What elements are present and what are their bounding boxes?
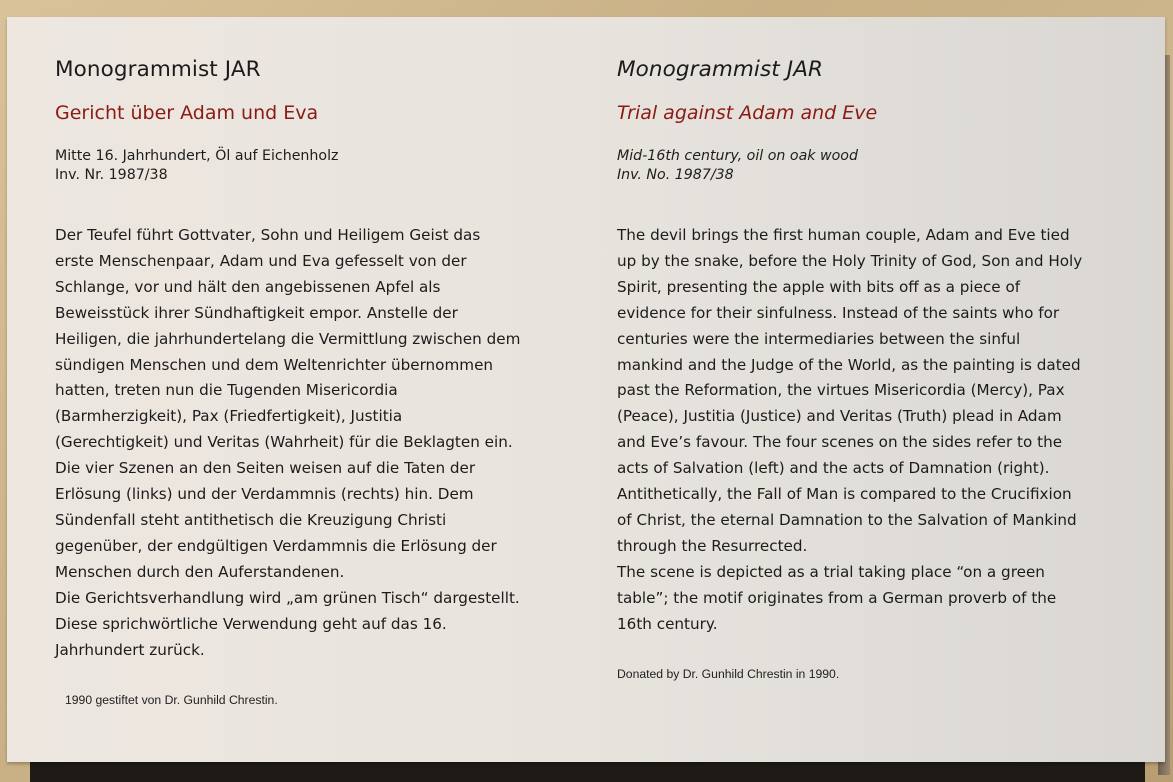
description-line: table”; the motif originates from a German proverb of the <box>617 588 1057 607</box>
description-line: evidence for their sinfulness. Instead of the saints who for <box>617 303 1060 322</box>
artwork-meta-de <box>55 147 339 185</box>
description-line: centuries were the intermediaries between the sinful <box>617 329 1021 348</box>
german-column <box>55 17 575 762</box>
description-line: gegenüber, der endgültigen Verdammnis die Erlösung der <box>55 536 497 555</box>
description-line: Der Teufel führt Gottvater, Sohn und Heiligem Geist das <box>55 226 481 244</box>
description-line: mankind and the Judge of the World, as the painting is dated <box>617 355 1081 374</box>
description-line: and Eve’s favour. The four scenes on the sides refer to the <box>617 433 1063 452</box>
description-line: Die Gerichtsverhandlung wird „am grünen Tisch“ dargestellt. <box>55 588 520 607</box>
description-line: of Christ, the eternal Damnation to the Salvation of Mankind <box>617 510 1077 529</box>
description-de <box>55 223 520 663</box>
date-medium-en: Mid-16th century, oil on oak wood <box>617 148 858 164</box>
description-line: hatten, treten nun die Tugenden Misericordia <box>55 381 398 400</box>
description-line: Diese sprichwörtliche Verwendung geht auf das 16. <box>55 614 447 633</box>
inventory-number-de: Inv. Nr. 1987/38 <box>55 167 168 183</box>
description-line: (Gerechtigkeit) und Veritas (Wahrheit) für die Beklagten ein. <box>55 433 513 452</box>
description-line: The scene is depicted as a trial taking place “on a green <box>617 562 1045 581</box>
description-line: (Barmherzigkeit), Pax (Friedfertigkeit), Justitia <box>55 407 403 426</box>
description-line: Antithetically, the Fall of Man is compared to the Crucifixion <box>617 485 1072 504</box>
date-medium-de: Mitte 16. Jahrhundert, Öl auf Eichenholz <box>55 148 339 164</box>
description-line: 16th century. <box>617 614 718 633</box>
description-line: Spirit, presenting the apple with bits off as a piece of <box>617 277 1021 296</box>
description-line: through the Resurrected. <box>617 536 808 555</box>
artist-name-de: Monogrammist JAR <box>55 57 261 82</box>
artwork-title-en: Trial against Adam and Eve <box>617 102 878 124</box>
description-line: Jahrhundert zurück. <box>55 640 205 659</box>
description-line: up by the snake, before the Holy Trinity of God, Son and Holy <box>617 251 1083 270</box>
museum-label-card <box>7 17 1165 762</box>
description-line: sündigen Menschen und dem Weltenrichter übernommen <box>55 355 494 374</box>
english-column <box>617 17 1147 762</box>
description-line: Heiligen, die jahrhundertelang die Vermittlung zwischen dem <box>55 329 521 348</box>
description-line: The devil brings the first human couple, Adam and Eve tied <box>617 226 1070 244</box>
description-line: Die vier Szenen an den Seiten weisen auf die Taten der <box>55 459 476 478</box>
description-line: (Peace), Justitia (Justice) and Veritas (Truth) plead in Adam <box>617 407 1062 426</box>
description-line: Erlösung (links) und der Verdammnis (rechts) hin. Dem <box>55 485 474 504</box>
description-line: acts of Salvation (left) and the acts of Damnation (right). <box>617 459 1050 478</box>
artist-name-en: Monogrammist JAR <box>617 57 824 82</box>
donor-credit-de: 1990 gestiftet von Dr. Gunhild Chrestin. <box>65 693 278 707</box>
description-line: past the Reformation, the virtues Misericordia (Mercy), Pax <box>617 381 1065 400</box>
description-line: Schlange, vor und hält den angebissenen Apfel als <box>55 277 441 296</box>
description-en <box>617 223 1082 638</box>
description-line: Beweisstück ihrer Sündhaftigkeit empor. Anstelle der <box>55 303 458 322</box>
description-line: erste Menschenpaar, Adam und Eva gefesselt von der <box>55 251 467 270</box>
inventory-number-en: Inv. No. 1987/38 <box>617 167 734 183</box>
donor-credit-en: Donated by Dr. Gunhild Chrestin in 1990. <box>617 667 840 681</box>
artwork-title-de: Gericht über Adam und Eva <box>55 102 319 124</box>
artwork-meta-en <box>617 147 858 185</box>
description-line: Menschen durch den Auferstandenen. <box>55 562 345 581</box>
description-line: Sündenfall steht antithetisch die Kreuzigung Christi <box>55 510 447 529</box>
